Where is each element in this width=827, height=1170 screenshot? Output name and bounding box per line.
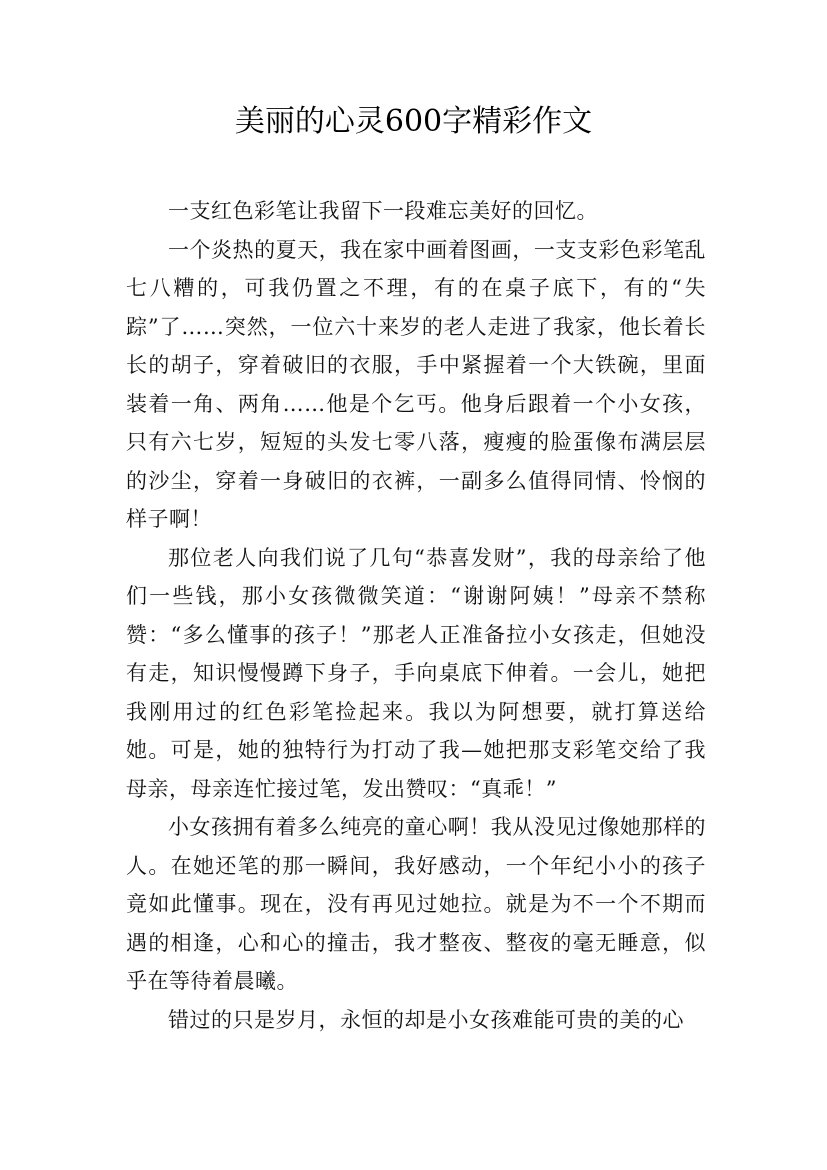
- paragraph: 小女孩拥有着多么纯亮的童心啊！我从没见过像她那样的人。在她还笔的那一瞬间，我好感动，一个年纪小小的孩子竟如此懂事。现在，没有再见过她拉。就是为不一个不期而遇的相逢，心和心的撞击，我才整夜、整夜的毫无睡意，似乎在等待着晨曦。: [126, 815, 706, 993]
- paragraph: 错过的只是岁月，永恒的却是小女孩难能可贵的美的心: [168, 1007, 684, 1032]
- paragraph: 一支红色彩笔让我留下一段难忘美好的回忆。: [168, 199, 598, 223]
- document-body: [126, 192, 706, 1039]
- document-title: 美丽的心灵600字精彩作文: [234, 104, 593, 139]
- paragraph: 那位老人向我们说了几句“恭喜发财”，我的母亲给了他们一些钱，那小女孩微微笑道：“谢谢阿姨！”母亲不禁称赞：“多么懂事的孩子！”那老人正准备拉小女孩走，但她没有走，知识慢慢蹲下身子，手向桌底下伸着。一会儿，她把我刚用过的红色彩笔捡起来。我以为阿想要，就打算送给她。可是，她的独特行为打动了我—她把那支彩笔交给了我母亲，母亲连忙接过笔，发出赞叹：“真乖！”: [126, 545, 706, 801]
- paragraph: 一个炎热的夏天，我在家中画着图画，一支支彩色彩笔乱七八糟的，可我仍置之不理，有的在桌子底下，有的“失踪”了……突然，一位六十来岁的老人走进了我家，他长着长长的胡子，穿着破旧的衣服，手中紧握着一个大铁碗，里面装着一角、两角……他是个乞丐。他身后跟着一个小女孩，只有六七岁，短短的头发七零八落，瘦瘦的脸蛋像布满层层的沙尘，穿着一身破旧的衣裤，一副多么值得同情、怜悯的样子啊！: [126, 237, 706, 531]
